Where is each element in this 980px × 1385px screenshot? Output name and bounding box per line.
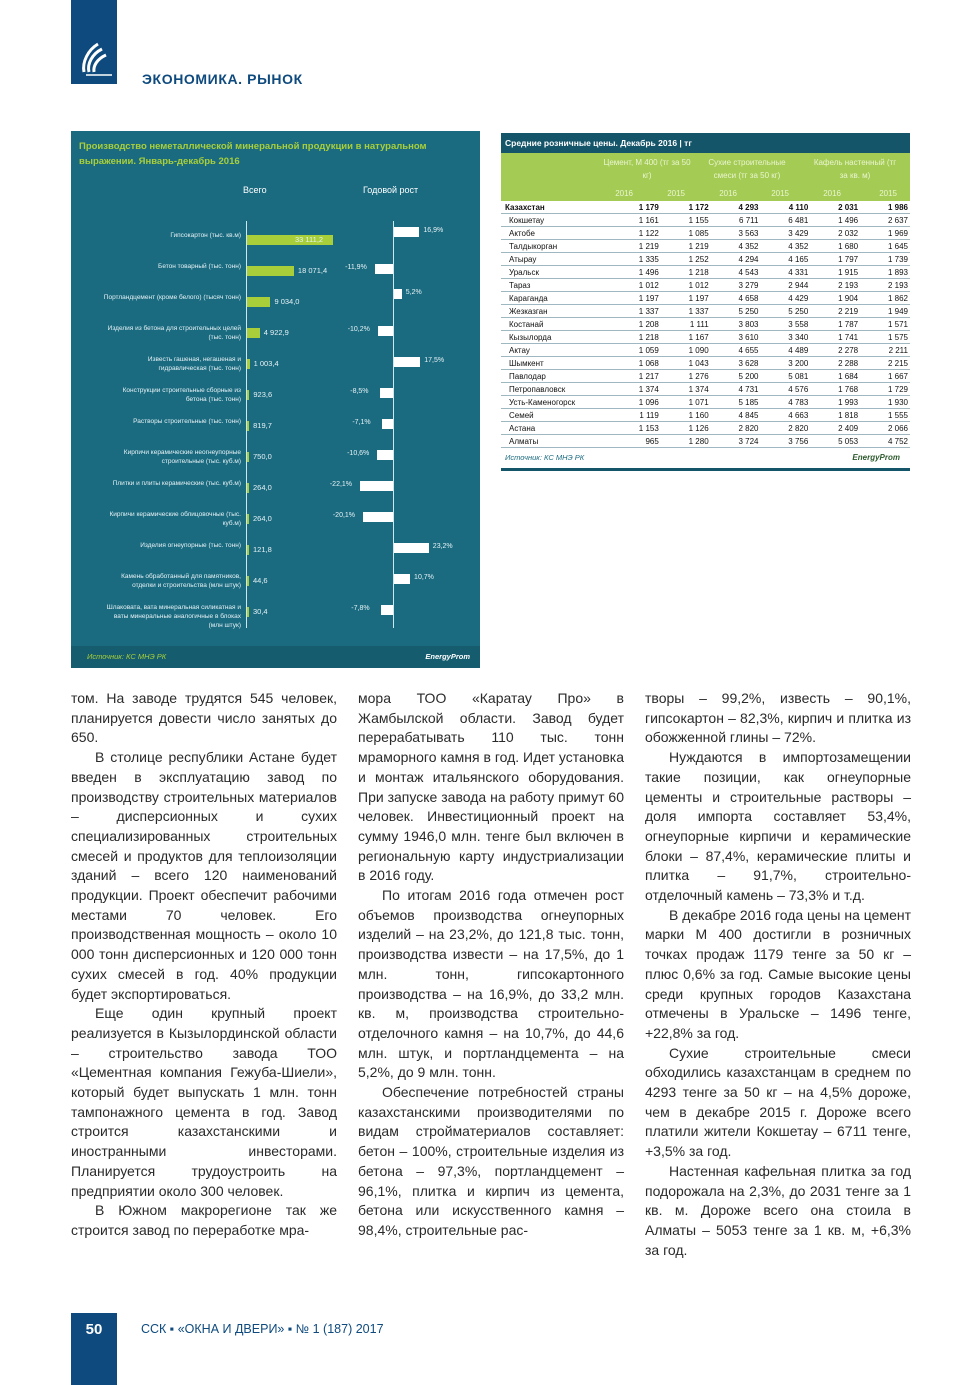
price-cell: 2 288 xyxy=(810,357,860,370)
table-subheader xyxy=(501,153,910,201)
total-value: 18 071,4 xyxy=(297,266,328,275)
price-cell: 1 218 xyxy=(661,266,711,279)
total-value: 9 034,0 xyxy=(274,297,300,306)
year: 2016 xyxy=(719,189,737,198)
chart-row xyxy=(71,570,480,600)
price-cell: 5 185 xyxy=(711,396,761,409)
table-row xyxy=(501,305,910,318)
price-cell: 4 731 xyxy=(711,383,761,396)
price-cell: 1 930 xyxy=(860,396,910,409)
growth-value: -20,1% xyxy=(332,512,356,519)
price-cell: 6 481 xyxy=(760,214,810,227)
article-column-2 xyxy=(358,689,624,1241)
price-cell: 1 986 xyxy=(860,201,910,214)
category-label: Кирпичи керамические неогнеупорные строительные (тыс. куб.м) xyxy=(123,449,241,465)
total-bar xyxy=(247,328,260,338)
paragraph: Обеспечение потребностей страны казахстанскими производителями по видам стройматериалов составляет: бетон – 100%, строительные изделия из бетона – 97,3%, портландцемент – 96,1%, плитка и кирпич из цемента, бетона или искусственного камня – 98,4%, строительные рас- xyxy=(358,1084,624,1238)
price-cell: 1 893 xyxy=(860,266,910,279)
price-cell: 1 555 xyxy=(860,409,910,422)
price-cell: 2 215 xyxy=(860,357,910,370)
city-cell: Усть-Каменогорск xyxy=(501,396,611,409)
price-cell: 1 335 xyxy=(611,253,661,266)
table-row xyxy=(501,214,910,227)
total-bar xyxy=(247,359,250,369)
price-cell: 3 340 xyxy=(760,331,810,344)
total-bar xyxy=(247,545,249,555)
price-cell: 2 211 xyxy=(860,344,910,357)
price-cell: 1 280 xyxy=(661,435,711,448)
growth-bar xyxy=(394,543,429,553)
chart-row xyxy=(71,260,480,290)
chart-row xyxy=(71,601,480,631)
city-cell: Атырау xyxy=(501,253,611,266)
price-cell: 2 066 xyxy=(860,422,910,435)
city-cell: Кокшетау xyxy=(501,214,611,227)
total-value: 264,0 xyxy=(253,514,272,523)
price-cell: 1 111 xyxy=(661,318,711,331)
year: 2016 xyxy=(615,189,633,198)
chart-row xyxy=(71,384,480,414)
price-cell: 965 xyxy=(611,435,661,448)
price-cell: 1 179 xyxy=(611,201,661,214)
total-value: 923,6 xyxy=(253,390,273,399)
table-row xyxy=(501,227,910,240)
price-cell: 1 787 xyxy=(810,318,860,331)
price-cell: 1 155 xyxy=(661,214,711,227)
price-cell: 1 337 xyxy=(661,305,711,318)
growth-value: -7,1% xyxy=(352,419,371,426)
price-cell: 4 352 xyxy=(760,240,810,253)
paragraph: Еще один крупный проект реализуется в Кызылординской области – строительство завода ТОО «Цементная компания Гежуба-Шиели», который будет выпускать 1 млн. тонн тампонажного цемента в год. Завод строится казахстанскими и иностранными инвесторами. Планируется трудоустроить на предприятии около 300 человек. xyxy=(71,1005,337,1199)
price-cell: 3 756 xyxy=(760,435,810,448)
city-cell: Кызылорда xyxy=(501,331,611,344)
table-row xyxy=(501,266,910,279)
price-cell: 1 680 xyxy=(810,240,860,253)
price-cell: 4 331 xyxy=(760,266,810,279)
price-cell: 1 667 xyxy=(860,370,910,383)
price-cell: 2 219 xyxy=(810,305,860,318)
energyprom-logo: EnergyProm xyxy=(852,453,900,462)
price-cell: 4 110 xyxy=(760,201,810,214)
growth-bar xyxy=(394,227,419,237)
price-cell: 5 250 xyxy=(760,305,810,318)
magazine-logo-icon xyxy=(74,38,114,78)
city-cell: Петропавловск xyxy=(501,383,611,396)
category-label: Растворы строительные (тыс. тонн) xyxy=(133,418,241,425)
section-title: ЭКОНОМИКА. РЫНОК xyxy=(142,71,303,87)
growth-bar xyxy=(394,574,410,584)
price-cell: 4 663 xyxy=(760,409,810,422)
city-cell: Костанай xyxy=(501,318,611,331)
city-cell: Шымкент xyxy=(501,357,611,370)
price-cell: 1 645 xyxy=(860,240,910,253)
paragraph: творы – 99,2%, известь – 90,1%, гипсокартон – 82,3%, кирпич и плитка из обожженной глины – 72%. xyxy=(645,690,911,746)
total-value: 121,8 xyxy=(253,545,272,554)
category-label: Конструкции строительные сборные из бетона (тыс. тонн) xyxy=(122,387,241,403)
price-cell: 3 200 xyxy=(760,357,810,370)
article-column-1 xyxy=(71,689,337,1241)
city-cell: Астана xyxy=(501,422,611,435)
price-cell: 2 193 xyxy=(860,279,910,292)
growth-value: -8,5% xyxy=(350,388,369,395)
price-cell: 2 820 xyxy=(760,422,810,435)
category-label: Гипсокартон (тыс. кв.м) xyxy=(170,232,241,239)
price-cell: 1 818 xyxy=(810,409,860,422)
total-bar xyxy=(247,514,249,524)
page-number-tab xyxy=(71,1313,117,1385)
price-cell: 1 208 xyxy=(611,318,661,331)
column-header-growth: Годовой рост xyxy=(363,185,419,195)
category-label: Изделия огнеупорные (тыс. тонн) xyxy=(140,542,241,549)
paragraph: мора ТОО «Каратау Про» в Жамбылской области. Завод будет перерабатывать 110 тыс. тонн мраморного камня в год. Идет установка и монтаж итальянского оборудования. При запуске завода на работу примут 60 человек. Инвестиционный проект на сумму 1946,0 млн. тенге был включен в региональную карту индустриализации в 2016 году. xyxy=(358,690,624,884)
price-cell: 1 071 xyxy=(661,396,711,409)
growth-bar xyxy=(375,264,393,274)
total-value: 30,4 xyxy=(253,607,268,616)
price-cell: 1 043 xyxy=(661,357,711,370)
price-cell: 5 250 xyxy=(711,305,761,318)
price-cell: 1 096 xyxy=(611,396,661,409)
price-cell: 2 820 xyxy=(711,422,761,435)
price-cell: 4 783 xyxy=(760,396,810,409)
year: 2015 xyxy=(879,189,897,198)
city-cell: Тараз xyxy=(501,279,611,292)
table-row xyxy=(501,344,910,357)
paragraph: В столице республики Астане будет введен в эксплуатацию завод по производству строительных материалов – дисперсионных и сухих специализированных строительных смесей и продуктов для теплоизоляции зданий – всего 120 наименований продукции. Проект обеспечит рабочими местами 70 человек. Его производственная мощность – около 10 000 тонн дисперсионных и 120 000 тонн сухих смесей в год. 40% продукции будет экспортироваться. xyxy=(71,749,337,1002)
city-cell: Павлодар xyxy=(501,370,611,383)
price-cell: 3 628 xyxy=(711,357,761,370)
price-cell: 1 217 xyxy=(611,370,661,383)
price-cell: 1 862 xyxy=(860,292,910,305)
total-value: 33 111,2 xyxy=(295,235,324,244)
city-cell: Талдыкорган xyxy=(501,240,611,253)
price-cell: 1 337 xyxy=(611,305,661,318)
table-row xyxy=(501,240,910,253)
page-number: 50 xyxy=(85,1321,103,1338)
price-cell: 1 684 xyxy=(810,370,860,383)
price-cell: 1 119 xyxy=(611,409,661,422)
price-cell: 1 172 xyxy=(661,201,711,214)
price-cell: 1 219 xyxy=(661,240,711,253)
price-cell: 4 752 xyxy=(860,435,910,448)
price-cell: 1 068 xyxy=(611,357,661,370)
price-cell: 2 031 xyxy=(810,201,860,214)
price-cell: 1 374 xyxy=(661,383,711,396)
price-cell: 4 655 xyxy=(711,344,761,357)
table-row xyxy=(501,357,910,370)
price-cell: 1 012 xyxy=(611,279,661,292)
price-cell: 1 374 xyxy=(611,383,661,396)
price-cell: 1 153 xyxy=(611,422,661,435)
price-cell: 1 197 xyxy=(611,292,661,305)
price-cell: 3 803 xyxy=(711,318,761,331)
price-cell: 1 949 xyxy=(860,305,910,318)
price-cell: 1 741 xyxy=(810,331,860,344)
paragraph: Сухие строительные смеси обходились казахстанцам в среднем по 4293 тенге за 50 кг – на 4,5% дороже, чем в декабре 2015 г. Дороже всего платили жители Кокшетау – 6711 тенге, +3,5% за год. xyxy=(645,1044,911,1160)
growth-value: -7,8% xyxy=(351,605,370,612)
price-cell: 4 352 xyxy=(711,240,761,253)
growth-bar xyxy=(394,289,402,299)
growth-bar xyxy=(378,326,393,336)
price-cell: 1 126 xyxy=(661,422,711,435)
price-cell: 4 429 xyxy=(760,292,810,305)
price-cell: 1 219 xyxy=(611,240,661,253)
total-value: 4 922,9 xyxy=(263,328,289,337)
prices-grid xyxy=(501,201,910,448)
year: 2015 xyxy=(771,189,789,198)
price-cell: 1 160 xyxy=(661,409,711,422)
table-row xyxy=(501,422,910,435)
price-cell: 4 489 xyxy=(760,344,810,357)
total-bar xyxy=(247,421,249,431)
price-cell: 1 167 xyxy=(661,331,711,344)
price-cell: 3 558 xyxy=(760,318,810,331)
price-cell: 1 496 xyxy=(810,214,860,227)
price-cell: 4 293 xyxy=(711,201,761,214)
price-cell: 2 193 xyxy=(810,279,860,292)
price-cell: 4 294 xyxy=(711,253,761,266)
price-cell: 3 563 xyxy=(711,227,761,240)
year: 2015 xyxy=(667,189,685,198)
price-cell: 3 279 xyxy=(711,279,761,292)
chart-row xyxy=(71,477,480,507)
chart-row xyxy=(71,291,480,321)
table-row xyxy=(501,253,910,266)
price-cell: 1 969 xyxy=(860,227,910,240)
table-source: Источник: КС МНЭ РК xyxy=(505,453,585,462)
city-cell: Уральск xyxy=(501,266,611,279)
total-bar xyxy=(247,266,294,276)
growth-value: 16,9% xyxy=(423,227,444,234)
table-row xyxy=(501,292,910,305)
price-cell: 1 768 xyxy=(810,383,860,396)
table-row xyxy=(501,383,910,396)
prices-table xyxy=(501,133,910,471)
price-cell: 1 059 xyxy=(611,344,661,357)
total-value: 44,6 xyxy=(253,576,268,585)
growth-value: 23,2% xyxy=(432,543,453,550)
growth-bar xyxy=(377,450,393,460)
chart-row xyxy=(71,508,480,538)
group-dry-mixes: Сухие строительные смеси (тг за 50 кг) xyxy=(708,158,786,180)
growth-value: 5,2% xyxy=(405,289,422,296)
price-cell: 3 610 xyxy=(711,331,761,344)
growth-value: -10,2% xyxy=(347,326,370,333)
price-cell: 1 496 xyxy=(611,266,661,279)
city-cell: Актау xyxy=(501,344,611,357)
total-value: 819,7 xyxy=(253,421,272,430)
price-cell: 1 122 xyxy=(611,227,661,240)
total-value: 264,0 xyxy=(253,483,272,492)
paragraph: В Южном макрорегионе так же строится завод по переработке мра- xyxy=(71,1202,337,1238)
category-label: Известь гашеная, негашеная и гидравлическая (тыс. тонн) xyxy=(147,356,241,372)
growth-value: 10,7% xyxy=(414,574,434,581)
growth-bar xyxy=(394,357,420,367)
growth-bar xyxy=(360,481,393,491)
category-label: Портландцемент (кроме белого) (тысяч тонн) xyxy=(103,294,241,301)
chart-row xyxy=(71,415,480,445)
price-cell: 2 032 xyxy=(810,227,860,240)
year: 2016 xyxy=(823,189,841,198)
table-row xyxy=(501,279,910,292)
price-cell: 1 904 xyxy=(810,292,860,305)
paragraph: Настенная кафельная плитка за год подорожала на 2,3%, до 2031 тенге за 1 кв. м. Дороже всего она стоила в Алматы – 5053 тенге за 1 кв. м, +6,3% за год. xyxy=(645,1162,911,1258)
price-cell: 1 197 xyxy=(661,292,711,305)
table-row xyxy=(501,201,910,214)
paragraph: В декабре 2016 года цены на цемент марки М 400 достигли в розничных точках продаж 1179 тенге за 50 кг – плюс 0,6% за год. Самые высокие цены среди крупных городов Казахстана отмечены в Уральске – 1496 тенге, +22,8% за год. xyxy=(645,906,911,1041)
growth-bar xyxy=(363,512,393,522)
price-cell: 1 797 xyxy=(810,253,860,266)
price-cell: 5 053 xyxy=(810,435,860,448)
price-cell: 2 944 xyxy=(760,279,810,292)
chart-row xyxy=(71,229,480,259)
chart-source: Источник: КС МНЭ РК xyxy=(87,652,167,661)
price-cell: 1 739 xyxy=(860,253,910,266)
chart-row xyxy=(71,539,480,569)
price-cell: 4 165 xyxy=(760,253,810,266)
table-row xyxy=(501,331,910,344)
total-bar xyxy=(247,483,249,493)
chart-title: Производство неметаллической минеральной продукции в натуральном выражении. Январь-декабрь 2016 xyxy=(79,141,427,167)
price-cell: 3 724 xyxy=(711,435,761,448)
price-cell: 1 993 xyxy=(810,396,860,409)
group-cement: Цемент, М 400 (тг за 50 кг) xyxy=(603,158,691,180)
price-cell: 2 278 xyxy=(810,344,860,357)
price-cell: 1 252 xyxy=(661,253,711,266)
table-footer xyxy=(501,448,910,471)
price-cell: 1 161 xyxy=(611,214,661,227)
price-cell: 1 012 xyxy=(661,279,711,292)
group-tile: Кафель настенный (тг за кв. м) xyxy=(813,158,897,180)
category-label: Бетон товарный (тыс. тонн) xyxy=(158,263,241,270)
article-column-3 xyxy=(645,689,911,1260)
price-cell: 4 845 xyxy=(711,409,761,422)
city-cell: Караганда xyxy=(501,292,611,305)
category-label: Кирпичи керамические облицовочные (тыс. куб.м) xyxy=(109,511,241,527)
chart-footer xyxy=(71,646,480,668)
price-cell: 1 276 xyxy=(661,370,711,383)
total-bar xyxy=(247,452,249,462)
city-cell: Актобе xyxy=(501,227,611,240)
growth-value: 17,5% xyxy=(424,357,445,364)
total-bar xyxy=(247,297,270,307)
price-cell: 2 637 xyxy=(860,214,910,227)
category-label: Плитки и плиты керамические (тыс. куб.м) xyxy=(112,480,241,487)
price-cell: 2 409 xyxy=(810,422,860,435)
city-cell: Алматы xyxy=(501,435,611,448)
price-cell: 5 081 xyxy=(760,370,810,383)
price-cell: 4 576 xyxy=(760,383,810,396)
publication-footer: ССК ▪ «ОКНА И ДВЕРИ» ▪ № 1 (187) 2017 xyxy=(141,1322,384,1336)
price-cell: 3 429 xyxy=(760,227,810,240)
paragraph: Нуждаются в импортозамещении такие позиции, как огнеупорные цементы и строительные растворы – доля импорта составляет 53,4%, огнеупорные кирпичи и керамические блоки – 87,4%, керамические плиты и плитка – 91,7%, строительно-отделочный камень – 73,3% и т.д. xyxy=(645,749,911,904)
table-row xyxy=(501,370,910,383)
price-cell: 4 543 xyxy=(711,266,761,279)
chart-row xyxy=(71,353,480,383)
category-label: Камень обработанный для памятников, отделки и строительства (млн штук) xyxy=(121,573,241,589)
table-title: Средние розничные цены. Декабрь 2016 | тг xyxy=(501,133,910,153)
growth-bar xyxy=(381,605,393,615)
price-cell: 1 729 xyxy=(860,383,910,396)
total-value: 1 003,4 xyxy=(253,359,279,368)
energyprom-logo: EnergyProm xyxy=(425,652,470,661)
chart-row xyxy=(71,446,480,476)
price-cell: 5 200 xyxy=(711,370,761,383)
city-cell: Жезказган xyxy=(501,305,611,318)
table-row xyxy=(501,318,910,331)
growth-bar xyxy=(382,419,393,429)
production-chart xyxy=(71,131,480,668)
price-cell: 1 575 xyxy=(860,331,910,344)
price-cell: 1 571 xyxy=(860,318,910,331)
paragraph: том. На заводе трудятся 545 человек, планируется довести число занятых до 650. xyxy=(71,690,337,746)
price-cell: 1 915 xyxy=(810,266,860,279)
paragraph: По итогам 2016 года отмечен рост объемов производства огнеупорных изделий – на 23,2%, до 121,8 тыс. тонн, производства извести – на 17,5%, до 1 млн. тонн, гипсокартонного производства – на 16,9%, до 33,2 млн. кв. м, производства строительно-отделочного камня – на 10,7%, до 44,6 млн. штук, и портландцемента – на 5,2%, до 9 млн. тонн. xyxy=(358,887,624,1081)
growth-value: -11,9% xyxy=(345,264,367,271)
price-cell: 1 090 xyxy=(661,344,711,357)
category-label: Шлаковата, вата минеральная силикатная и ваты минеральные аналогичные в блоках (млн штук) xyxy=(106,604,241,629)
chart-row xyxy=(71,322,480,352)
table-row xyxy=(501,409,910,422)
city-cell: Семей xyxy=(501,409,611,422)
price-cell: 4 658 xyxy=(711,292,761,305)
city-cell: Казахстан xyxy=(501,201,611,214)
price-cell: 1 085 xyxy=(661,227,711,240)
total-value: 750,0 xyxy=(253,452,272,461)
category-label: Изделия из бетона для строительных целей (тыс. тонн) xyxy=(107,325,241,341)
table-row xyxy=(501,435,910,448)
column-header-total: Всего xyxy=(243,185,267,195)
total-bar xyxy=(247,607,249,617)
price-cell: 1 218 xyxy=(611,331,661,344)
price-cell: 6 711 xyxy=(711,214,761,227)
growth-bar xyxy=(380,388,393,398)
total-bar xyxy=(247,576,249,586)
growth-value: -10,6% xyxy=(347,450,370,457)
table-row xyxy=(501,396,910,409)
growth-value: -22,1% xyxy=(329,481,353,488)
total-bar xyxy=(247,390,249,400)
